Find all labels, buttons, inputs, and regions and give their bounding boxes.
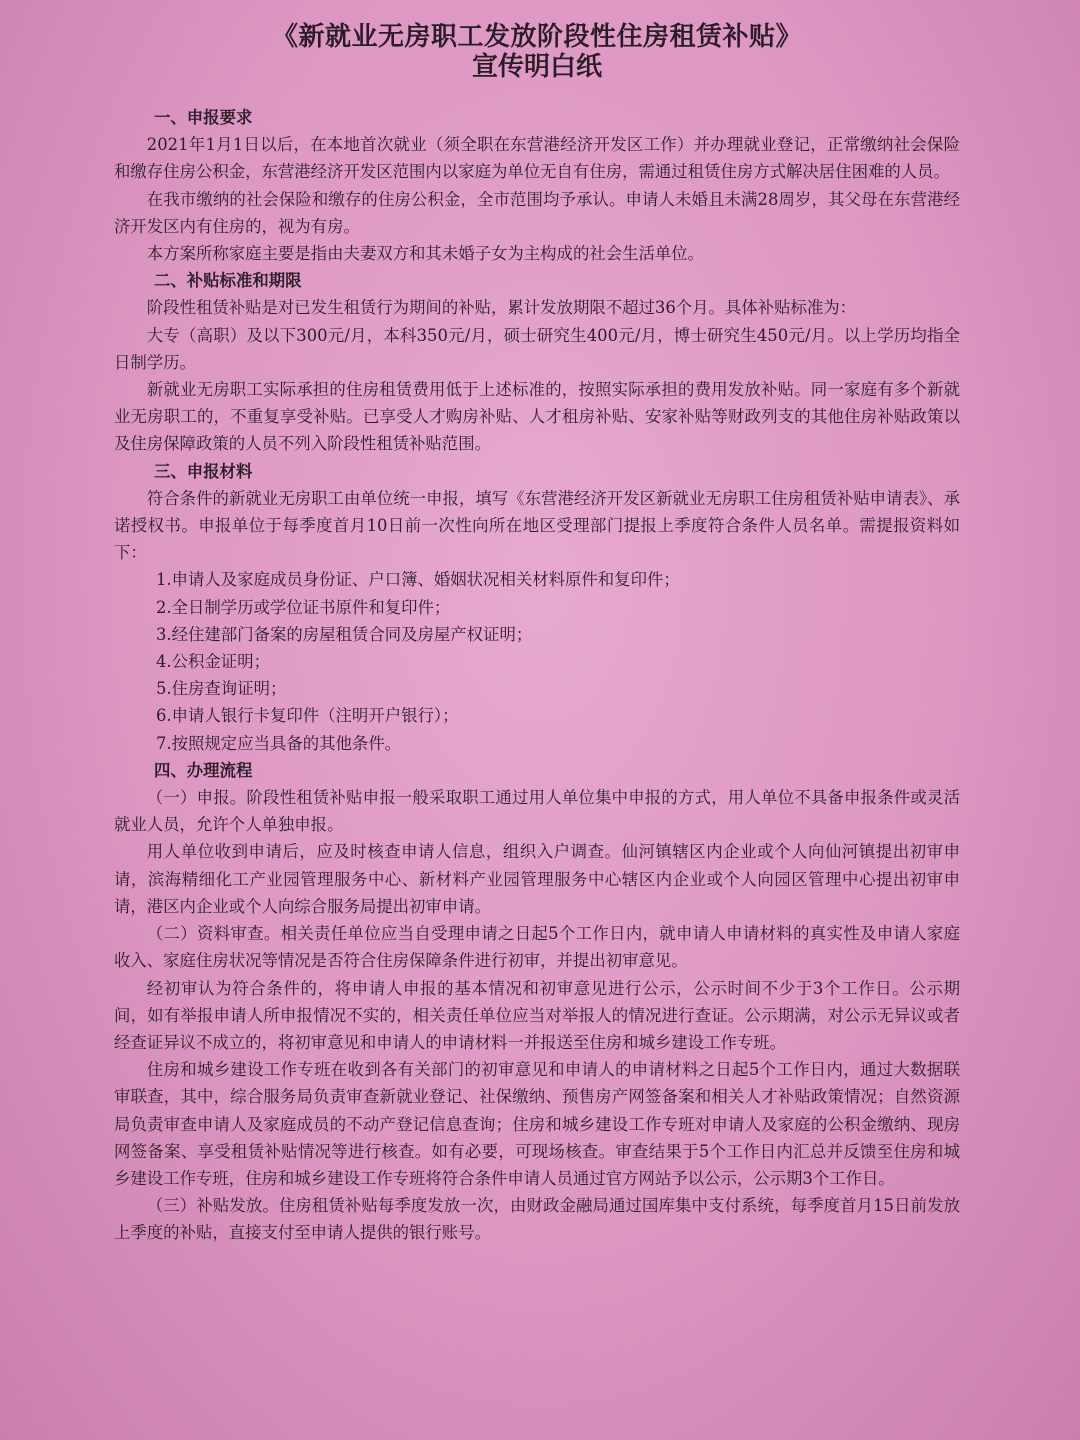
section-heading: 三、申报材料 xyxy=(154,461,253,481)
paragraph: 本方案所称家庭主要是指由夫妻双方和其未婚子女为主构成的社会生活单位。 xyxy=(146,244,705,264)
paragraph: 符合条件的新就业无房职工由单位统一申报，填写《东营港经济开发区新就业无房职工住房租赁补贴申请表》、承诺授权书。申报单位于每季度首月10日前一次性向所在地区受理部门提报上季度符合条件人员名单。需提报资料如下： xyxy=(114,488,960,563)
list-item: 1.申请人及家庭成员身份证、户口簿、婚姻状况相关材料原件和复印件； xyxy=(156,570,680,590)
paragraph: （三）补贴发放。住房租赁补贴每季度发放一次，由财政金融局通过国库集中支付系统，每季度首月15日前发放上季度的补贴，直接支付至申请人提供的银行账号。 xyxy=(114,1196,960,1243)
paragraph: 阶段性租赁补贴是对已发生租赁行为期间的补贴，累计发放期限不超过36个月。具体补贴标准为： xyxy=(146,298,857,318)
paragraph: （二）资料审查。相关责任单位应当自受理申请之日起5个工作日内，就申请人申请材料的真实性及申请人家庭收入、家庭住房状况等情况是否符合住房保障条件进行初审，并提出初审意见。 xyxy=(114,924,960,971)
section-heading: 一、申报要求 xyxy=(154,108,253,127)
paragraph: 经初审认为符合条件的，将申请人申报的基本情况和初审意见进行公示，公示时间不少于3个工作日。公示期间，如有举报申请人所申报情况不实的，相关责任单位应当对举报人的情况进行查证。公示期满，对公示无异议或者经查证异议不成立的，将初审意见和申请人的申请材料一并报送至住房和城乡建设工作专班。 xyxy=(114,978,960,1052)
document-title: 《新就业无房职工发放阶段性住房租赁补贴》 xyxy=(271,22,802,52)
document-body xyxy=(114,104,960,1247)
document-subtitle: 宣传明白纸 xyxy=(471,52,602,82)
paragraph: （一）申报。阶段性租赁补贴申报一般采取职工通过用人单位集中申报的方式，用人单位不具备申报条件或灵活就业人员，允许个人单独申报。 xyxy=(114,788,960,835)
list-item: 4.公积金证明； xyxy=(156,652,270,672)
paragraph: 用人单位收到申请后，应及时核查申请人信息，组织入户调查。仙河镇辖区内企业或个人向仙河镇提出初审申请，滨海精细化工产业园管理服务中心、新材料产业园管理服务中心辖区内企业或个人向园区管理中心提出初审申请，港区内企业或个人向综合服务局提出初审申请。 xyxy=(114,842,960,916)
section-heading: 四、办理流程 xyxy=(154,760,253,780)
list-item: 6.申请人银行卡复印件（注明开户银行）； xyxy=(156,706,459,726)
paragraph: 在我市缴纳的社会保险和缴存的住房公积金，全市范围均予承认。申请人未婚且未满28周岁，其父母在东营港经济开发区内有住房的，视为有房。 xyxy=(114,189,960,236)
section-heading: 二、补贴标准和期限 xyxy=(154,271,302,291)
list-item: 7.按照规定应当具备的其他条件。 xyxy=(156,733,402,753)
paragraph: 住房和城乡建设工作专班在收到各有关部门的初审意见和申请人的申请材料之日起5个工作日内，通过大数据联审联查，其中，综合服务局负责审查新就业登记、社保缴纳、预售房产网签备案和相关人才补贴政策情况；自然资源局负责审查申请人及家庭成员的不动产登记信息查询；住房和城乡建设工作专班对申请人及家庭的公积金缴纳、现房网签备案、享受租赁补贴情况等进行核查。如有必要，可现场核查。审查结果于5个工作日内汇总并反馈至住房和城乡建设工作专班，住房和城乡建设工作专班将符合条件申请人员通过官方网站予以公示，公示期3个工作日。 xyxy=(114,1060,960,1188)
paragraph: 新就业无房职工实际承担的住房租赁费用低于上述标准的，按照实际承担的费用发放补贴。同一家庭有多个新就业无房职工的，不重复享受补贴。已享受人才购房补贴、人才租房补贴、安家补贴等财政列支的其他住房补贴政策以及住房保障政策的人员不列入阶段性租赁补贴范围。 xyxy=(114,380,960,454)
paragraph: 大专（高职）及以下300元/月，本科350元/月，硕士研究生400元/月，博士研究生450元/月。以上学历均指全日制学历。 xyxy=(114,325,960,372)
list-item: 5.住房查询证明； xyxy=(156,679,287,699)
list-item: 2.全日制学历或学位证书原件和复印件； xyxy=(156,597,451,617)
paragraph: 2021年1月1日以后，在本地首次就业（须全职在东营港经济开发区工作）并办理就业登记，正常缴纳社会保险和缴存住房公积金，东营港经济开发区范围内以家庭为单位无自有住房，需通过租赁住房方式解决居住困难的人员。 xyxy=(114,135,960,182)
list-item: 3.经住建部门备案的房屋租赁合同及房屋产权证明； xyxy=(156,624,533,644)
